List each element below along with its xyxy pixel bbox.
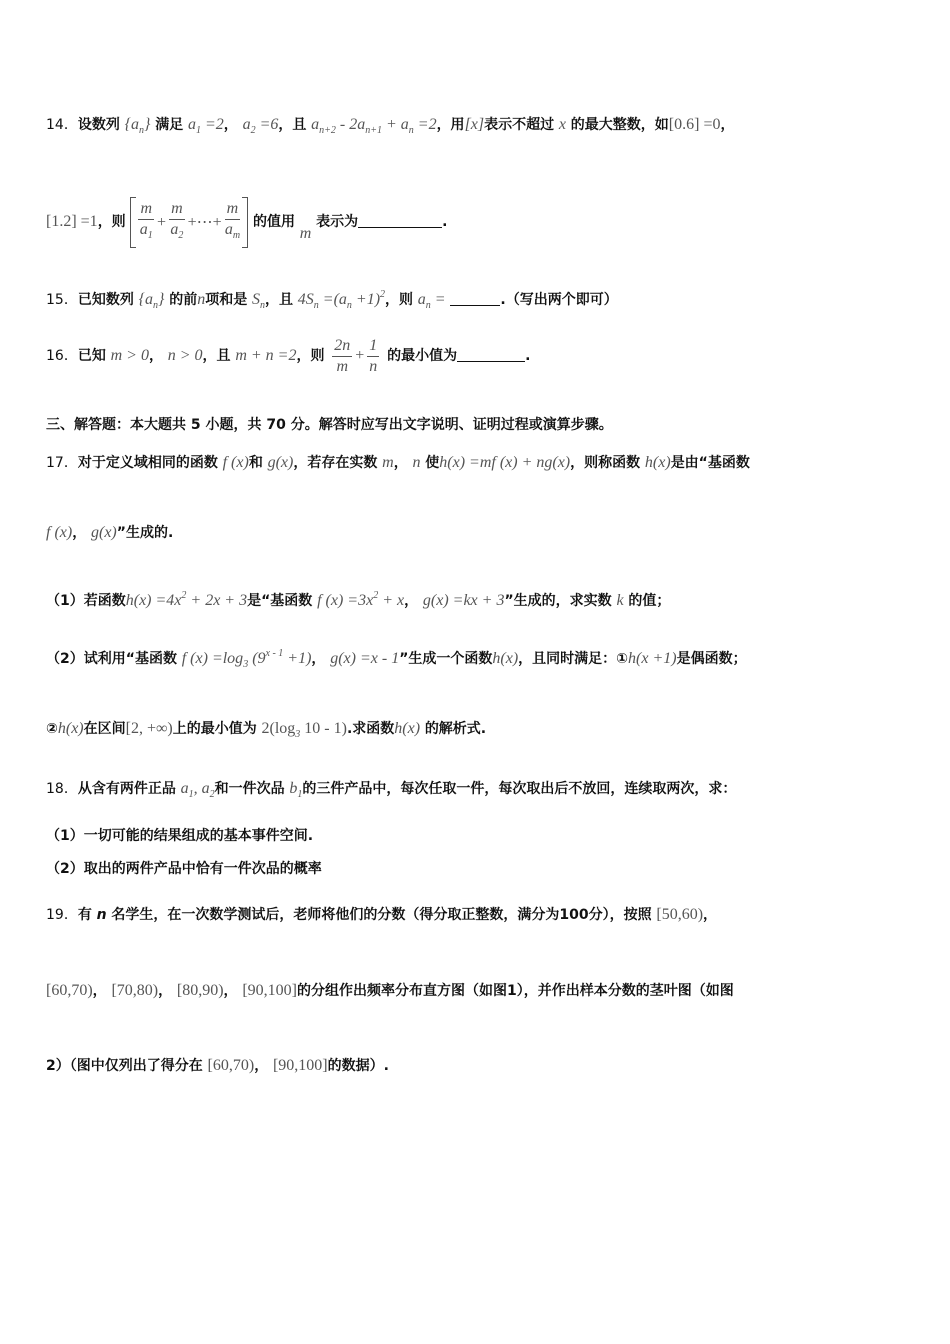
q14-floor-sum: $\frac{m}{a_1}$ + $\frac{m}{a_2}$ +⋯+ $\frac{m}{a_m}$: [130, 197, 248, 248]
q14-line2: [1.2] =1，则 $\frac{m}{a_1}$ + $\frac{m}{a_2}$ +⋯+ $\frac{m}{a_m}$ 的值用 m 表示为 .: [46, 196, 447, 259]
q17-part1: （1）若函数$h(x) =4x^2 + 2x + 3$是“基函数 f $(x) =3x^2 + x$， g(x) =kx + 3”生成的，求实数 k 的值；: [46, 590, 671, 609]
q16-answer-blank[interactable]: [457, 361, 525, 362]
q19-line3: 2）（图中仅列出了得分在 [60,70)， [90,100]的数据）.: [46, 1057, 389, 1074]
q15-number: 15．: [46, 292, 78, 308]
q19-line1: 19．有 n 名学生，在一次数学测试后，老师将他们的分数（得分取正整数，满分为100分），按照 [50,60)，: [46, 906, 718, 923]
q14-seq: $\{a_n\}$: [124, 116, 151, 136]
q19-line2: [60,70)， [70,80)， [80,90)， [90,100]的分组作出频率分布直方图（如图1），并作出样本分数的茎叶图（如图: [46, 982, 734, 999]
q16-line: 16．已知 m > 0， n > 0，且 m + n =2，则 $\frac{2n}{m}$ + $\frac{1}{n}$ 的最小值为 .: [46, 336, 531, 375]
q17-part2-line1: （2）试利用“基函数 f $(x) =\log_3$ $(9^{x - 1} +1)$， g(x) =x - 1”生成一个函数h(x)，且同时满足：①h(x +1)是偶函数；: [46, 648, 747, 670]
q17-line1: 17．对于定义域相同的函数 f (x)和 g(x)，若存在实数 m， n 使h(x) =mf (x) + ng(x)，则称函数 h(x)是由“基函数: [46, 454, 750, 471]
q14-line1: 14．设数列 $\{a_n\}$ 满足 $a_1 =2$， $a_2 =6$，且 $a_{n+2} - 2a_{n+1} + a_n =2$，用[x]表示不超过 x 的最大整数，如[0.6] =0，: [46, 116, 735, 136]
q18-part1: （1）一切可能的结果组成的基本事件空间.: [46, 828, 314, 844]
q14-answer-blank[interactable]: [358, 227, 442, 228]
q17-part2-line2: ②h(x)在区间[2, +∞)上的最小值为 $2(\log_3$ 10 - 1).求函数h(x) 的解析式.: [46, 720, 487, 740]
q15-answer-blank[interactable]: [450, 305, 500, 306]
q14-number: 14．: [46, 117, 78, 133]
q17-number: 17．: [46, 455, 78, 471]
q18-line1: 18．从含有两件正品 $a_1$, $a_2$和一件次品 $b_1$的三件产品中，每次任取一件，每次取出后不放回，连续取两次，求：: [46, 780, 737, 800]
section-3-heading: 三、解答题：本大题共 5 小题，共 70 分。解答时应写出文字说明、证明过程或演算步骤。: [46, 417, 613, 433]
q16-number: 16．: [46, 348, 78, 364]
q17-line2: f (x)， g(x)”生成的.: [46, 524, 174, 541]
q14-recurrence: $a_{n+2} - 2a_{n+1} + a_n =2$: [311, 116, 437, 136]
q15-line: 15．已知数列 $\{a_n\}$ 的前n项和是 $S_n$，且 $4S_n =(a_n +1)^2$，则 $a_n$ = .（写出两个即可）: [46, 289, 618, 311]
q18-part2: （2）取出的两件产品中恰有一件次品的概率: [46, 861, 322, 877]
q15-equation: $4S_n =(a_n +1)^2$: [297, 289, 386, 311]
q18-number: 18．: [46, 781, 78, 797]
q19-number: 19．: [46, 907, 78, 923]
